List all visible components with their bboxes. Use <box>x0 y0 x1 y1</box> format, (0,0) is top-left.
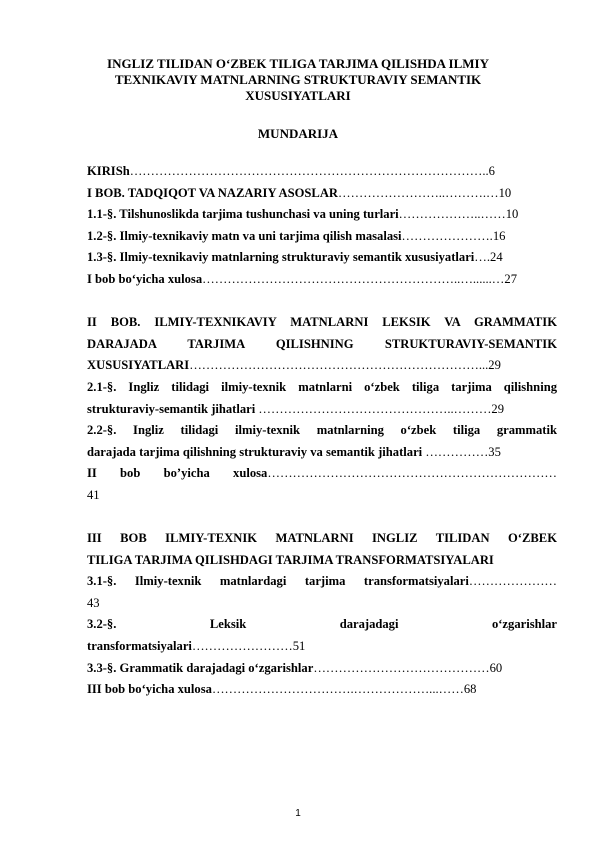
toc-label: 1.2-§. Ilmiy-texnikaviy matn va uni tarjima qilish masalasi <box>87 228 402 243</box>
toc-entry-kirish <box>87 161 557 183</box>
toc-number: 3.2-§. <box>87 617 117 632</box>
toc-leader: ………………..…… <box>398 207 506 222</box>
toc-label: 3.3-§. Grammatik darajadagi o‘zgarishlar <box>87 660 314 675</box>
toc-leader: ……………………………………………………..…......… <box>202 271 505 286</box>
toc-label: transformatsiyalari <box>87 639 192 654</box>
toc-page: 24 <box>490 250 503 265</box>
toc-entry-section-3-1-page: 43 <box>87 595 100 610</box>
toc-entry-section-3-1 <box>87 571 557 593</box>
toc-entry-chapter-3-line-2: TILIGA TARJIMA QILISHDAGI TARJIMA TRANSFORMATSIYALARI <box>87 552 494 567</box>
toc-entry-section-1-1 <box>87 204 557 226</box>
toc-leader: …. <box>474 250 491 265</box>
toc-leader: ………………… <box>468 574 557 589</box>
page-number: 1 <box>295 808 301 819</box>
toc-entry-summary-1 <box>87 269 557 291</box>
document-title <box>100 56 496 104</box>
toc-page: 51 <box>292 639 306 654</box>
toc-label: 1.1-§. Tilshunoslikda tarjima tushunchasi va uning turlari <box>87 207 399 222</box>
toc-leader: …………………. <box>401 228 493 243</box>
toc-word: o‘zgarishlar <box>491 617 557 632</box>
toc-label: strukturaviy-semantik jihatlari <box>87 401 256 416</box>
title-line-1: INGLIZ TILIDAN O‘ZBEK TILIGA TARJIMA QILISHDA ILMIY <box>107 56 489 71</box>
toc-leader: ……………………………………………………………... <box>189 358 489 373</box>
toc-entry-summary-2-page: 41 <box>87 487 100 502</box>
toc-page: 68 <box>463 682 477 697</box>
toc-entry-summary-2 <box>87 463 557 485</box>
table-of-contents <box>87 161 557 701</box>
toc-word: Leksik <box>209 617 247 632</box>
toc-label: XUSUSIYATLARI <box>87 358 190 373</box>
toc-leader: …………………………….………………...…… <box>211 682 464 697</box>
toc-entry-section-1-2 <box>87 226 557 248</box>
toc-word: darajadagi <box>339 617 399 632</box>
toc-page: 10 <box>505 207 519 222</box>
toc-entry-summary-3 <box>87 679 557 701</box>
toc-page: 35 <box>488 444 501 459</box>
toc-page: 10 <box>498 185 512 200</box>
toc-label: I BOB. TADQIQOT VA NAZARIY ASOSLAR <box>87 185 339 200</box>
toc-entry-section-3-2-line-1 <box>87 614 557 636</box>
title-line-2: TEXNIKAVIY MATNLARNING STRUKTURAVIY SEMANTIK <box>114 72 482 87</box>
title-line-3: XUSUSIYATLARI <box>245 88 351 103</box>
toc-entry-section-3-2-line-2 <box>87 636 557 658</box>
toc-label: 1.3-§. Ilmiy-texnikaviy matnlarning strukturaviy semantik xususiyatlari <box>87 250 475 265</box>
toc-entry-section-2-1-line-1: 2.1-§. Ingliz tilidagi ilmiy-texnik matnlarni o‘zbek tiliga tarjima qilishning <box>87 379 557 394</box>
toc-leader: …………… <box>425 444 489 459</box>
toc-label: 3.1-§. Ilmiy-texnik matnlardagi tarjima transformatsiyalari <box>87 574 469 589</box>
toc-leader: …………………………………………………………… <box>267 466 557 481</box>
toc-leader: …………………… <box>191 639 293 654</box>
toc-page: 6 <box>488 164 495 178</box>
toc-leader: …………………………………… <box>313 660 490 675</box>
toc-page: 29 <box>491 401 504 416</box>
toc-leader: ………………………………………………………………………….. <box>129 164 489 178</box>
toc-leader: ……………………..……….… <box>338 185 499 200</box>
toc-entry-chapter-2-line-1: II BOB. ILMIY-TEXNIKAVIY MATNLARNI LEKSIK VA GRAMMATIK <box>87 315 557 330</box>
toc-entry-chapter-1 <box>87 183 557 205</box>
toc-entry-section-2-2-line-1: 2.2-§. Ingliz tilidagi ilmiy-texnik matnlarning o‘zbek tiliga grammatik <box>87 423 557 438</box>
toc-entry-chapter-2-line-2: DARAJADA TARJIMA QILISHNING STRUKTURAVIY-SEMANTIK <box>87 336 557 351</box>
toc-label: I bob bo‘yicha xulosa <box>87 271 203 286</box>
toc-label: II bob bo’yicha xulosa <box>87 466 268 481</box>
toc-page: 29 <box>488 358 501 373</box>
toc-label: KIRISh <box>87 164 130 178</box>
toc-entry-chapter-2-line-3 <box>87 355 557 377</box>
toc-entry-section-1-3 <box>87 247 557 269</box>
toc-page: 16 <box>492 228 506 243</box>
toc-page: 27 <box>504 271 517 286</box>
contents-heading: MUNDARIJA <box>257 126 339 141</box>
toc-leader: ………………………………………..……… <box>258 401 492 416</box>
toc-page: 60 <box>489 660 503 675</box>
toc-entry-section-2-1-line-2 <box>87 399 557 421</box>
toc-entry-section-3-3 <box>87 658 557 680</box>
toc-entry-chapter-3-line-1: III BOB ILMIY-TEXNIK MATNLARNI INGLIZ TILIDAN O‘ZBEK <box>87 531 557 546</box>
toc-label: III bob bo‘yicha xulosa <box>87 682 212 697</box>
spacer <box>87 291 557 313</box>
toc-entry-section-2-2-line-2 <box>87 442 557 464</box>
spacer <box>87 507 557 529</box>
toc-label: darajada tarjima qilishning strukturaviy va semantik jihatlari <box>87 444 423 459</box>
